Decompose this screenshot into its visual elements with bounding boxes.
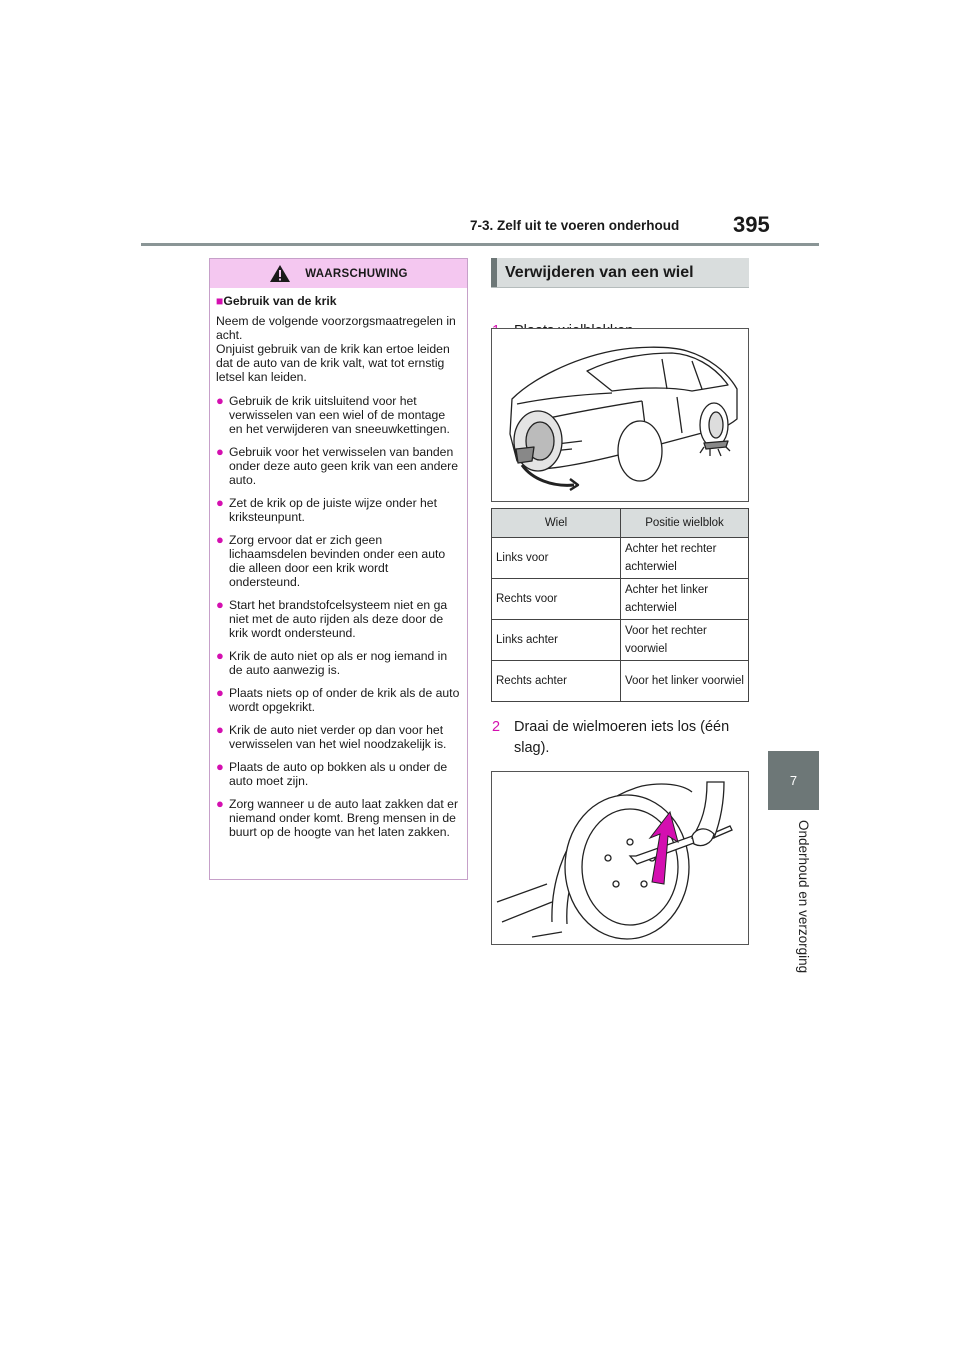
step-2 — [492, 717, 742, 759]
table-row — [492, 579, 749, 620]
wheel-chock-table — [491, 508, 749, 702]
warning-bullet — [216, 445, 461, 487]
warning-bullet-text: Plaats de auto op bokken als u onder de auto moet zijn. — [229, 760, 448, 788]
header-divider — [141, 243, 819, 246]
warning-bullet — [216, 797, 461, 839]
warning-header — [210, 259, 467, 288]
warning-subheading-text: Gebruik van de krik — [223, 294, 337, 308]
bullet-icon: ● — [216, 759, 224, 774]
table-cell-wheel: Links achter — [492, 620, 621, 661]
warning-bullet — [216, 394, 461, 436]
table-cell-position: Achter het linker achterwiel — [621, 579, 749, 620]
warning-bullet-text: Zorg wanneer u de auto laat zakken dat er niemand onder komt. Breng mensen in de buurt op de hoogte van het laten zakken. — [229, 797, 458, 839]
table-row — [492, 538, 749, 579]
warning-bullet-text: Plaats niets op of onder de krik als de auto wordt opgekrikt. — [229, 686, 460, 714]
warning-bullet-text: Gebruik voor het verwisselen van banden onder deze auto geen krik van een andere auto. — [229, 445, 459, 487]
step-number: 2 — [492, 719, 501, 735]
section-header-bar — [491, 258, 497, 287]
warning-intro-line: Neem de volgende voorzorgsmaatregelen in acht. — [216, 314, 456, 342]
page-number: 395 — [733, 212, 770, 237]
wrench-wheel-drawing — [492, 772, 748, 944]
table-header-position: Positie wielblok — [621, 509, 749, 538]
table-cell-position: Voor het linker voorwiel — [621, 661, 749, 702]
bullet-icon: ● — [216, 444, 224, 459]
table-cell-wheel: Rechts voor — [492, 579, 621, 620]
warning-bullet — [216, 760, 461, 788]
chapter-number: 7 — [789, 773, 798, 788]
square-marker-icon: ■ — [216, 294, 224, 308]
warning-subheading — [216, 294, 461, 308]
table-header-wheel: Wiel — [492, 509, 621, 538]
table-cell-wheel: Links voor — [492, 538, 621, 579]
table-cell-wheel: Rechts achter — [492, 661, 621, 702]
step-text: Draai de wielmoeren iets los (één slag). — [514, 719, 730, 756]
bullet-icon: ● — [216, 685, 224, 700]
bullet-icon: ● — [216, 648, 224, 663]
warning-body — [210, 288, 467, 839]
warning-triangle-icon — [269, 264, 291, 283]
bullet-icon: ● — [216, 722, 224, 737]
table-cell-position: Voor het rechter voorwiel — [621, 620, 749, 661]
chapter-tab — [768, 751, 819, 810]
chapter-title: Onderhoud en verzorging — [796, 820, 811, 974]
warning-bullet — [216, 649, 461, 677]
bullet-icon: ● — [216, 393, 224, 408]
table-row — [492, 661, 749, 702]
warning-bullet-text: Start het brandstofcelsysteem niet en ga niet met de auto rijden als deze door de krik wordt ondersteund. — [229, 598, 448, 640]
loosen-nuts-illustration — [491, 771, 749, 945]
bullet-icon: ● — [216, 796, 224, 811]
warning-box — [209, 258, 468, 880]
warning-bullet — [216, 686, 461, 714]
warning-bullet — [216, 598, 461, 640]
warning-intro — [216, 314, 461, 384]
warning-bullet-text: Zet de krik op de juiste wijze onder het kriksteunpunt. — [229, 496, 437, 524]
section-title: Verwijderen van een wiel — [505, 263, 694, 281]
wheel-chock-illustration — [491, 328, 749, 502]
warning-bullet-text: Krik de auto niet verder op dan voor het verwisselen van het wiel noodzakelijk is. — [229, 723, 447, 751]
bullet-icon: ● — [216, 532, 224, 547]
header-section-title: 7-3. Zelf uit te voeren onderhoud — [470, 218, 680, 233]
warning-intro-line: Onjuist gebruik van de krik kan ertoe leiden dat de auto van de krik valt, wat tot ernstig letsel kan leiden. — [216, 342, 450, 384]
section-header — [491, 258, 749, 287]
warning-bullet-text: Gebruik de krik uitsluitend voor het verwisselen van een wiel of de montage en het verwijderen van sneeuwkettingen. — [229, 394, 450, 436]
warning-bullet-text: Krik de auto niet op als er nog iemand in de auto aanwezig is. — [229, 649, 448, 677]
table-header-row — [492, 509, 749, 538]
warning-bullet — [216, 533, 461, 589]
car-chock-drawing — [492, 329, 748, 501]
warning-bullet — [216, 723, 461, 751]
table-row — [492, 620, 749, 661]
warning-title: WAARSCHUWING — [305, 267, 408, 280]
section-rule — [491, 287, 749, 288]
warning-bullet — [216, 496, 461, 524]
bullet-icon: ● — [216, 597, 224, 612]
table-cell-position: Achter het rechter achterwiel — [621, 538, 749, 579]
bullet-icon: ● — [216, 495, 224, 510]
warning-bullet-text: Zorg ervoor dat er zich geen lichaamsdelen bevinden onder een auto die alleen door een krik wordt ondersteund. — [229, 533, 446, 589]
